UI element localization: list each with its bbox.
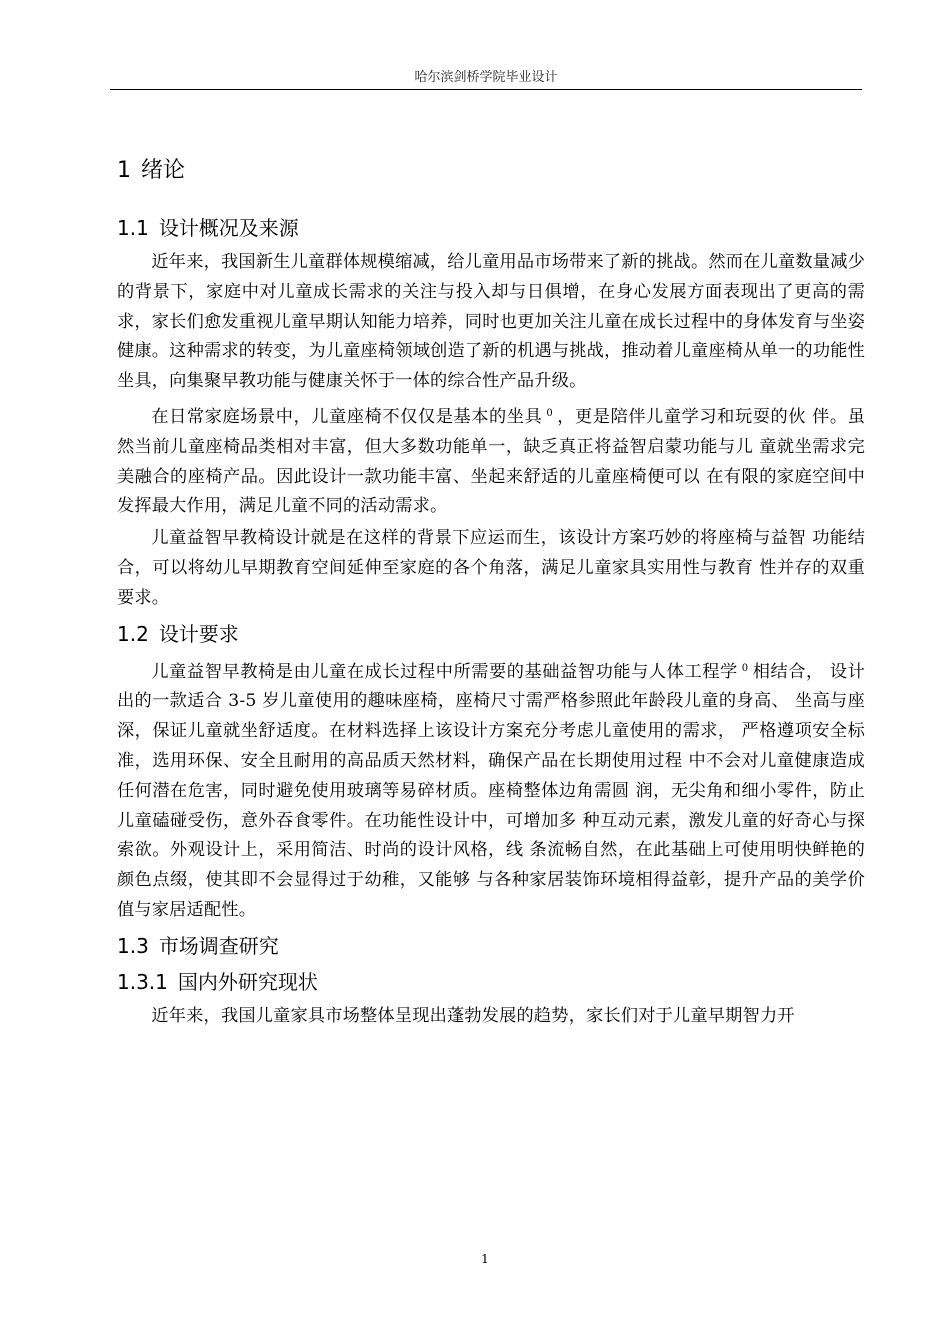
subsection-title: 国内外研究现状 <box>177 969 318 994</box>
subsection-number: 1.3.1 <box>117 969 168 994</box>
paragraph: 儿童益智早教椅设计就是在这样的背景下应运而生，该设计方案巧妙的将座椅与益智 功能结合，可以将幼儿早期教育空间延伸至家庭的各个角落，满足儿童家具实用性与教育 性并存的双重要求。 <box>117 528 865 608</box>
paragraph <box>117 654 865 926</box>
section-heading-1-1 <box>117 212 865 244</box>
section-number: 1.1 <box>117 216 149 240</box>
section-number: 1.2 <box>117 621 149 646</box>
section-heading-1-2 <box>117 618 865 650</box>
paragraph: 近年来，我国新生儿童群体规模缩减，给儿童用品市场带来了新的挑战。然而在儿童数量减少的背景下，家庭中对儿童成长需求的关注与投入却与日俱增，在身心发展方面表现出了更高的需求，家长们愈发重视儿童早期认知能力培养，同时也更加关注儿童在成长过程中的身体发育与坐姿健康。这种需求的转变，为儿童座椅领域创造了新的机遇与挑战，推动着儿童座椅从单一的功能性坐具，向集聚早教功能与健康关怀于一体的综合性产品升级。 <box>117 252 865 392</box>
page-header: 哈尔滨剑桥学院毕业设计 <box>414 70 558 85</box>
section-heading-1-3 <box>117 930 865 962</box>
section-number: 1.3 <box>117 933 149 958</box>
section-title: 设计要求 <box>158 621 239 646</box>
paragraph: 近年来，我国儿童家具市场整体呈现出蓬勃发展的趋势，家长们对于儿童早期智力开 <box>151 1005 795 1026</box>
citation-superscript: 0 <box>741 662 749 674</box>
paragraph-text: 儿童益智早教椅是由儿童在成长过程中所需要的基础益智功能与人体工程学 <box>151 661 738 682</box>
page-number: 1 <box>481 1252 489 1266</box>
paragraph <box>117 399 865 522</box>
chapter-number: 1 <box>117 158 131 183</box>
section-title: 设计概况及来源 <box>158 216 299 240</box>
paragraph-text: ，更是陪伴儿童学习和玩耍的伙 伴。虽然当前儿童座椅品类相对丰富，但大多数功能单一，缺乏真正将益智启蒙功能与儿 童就坐需求完美融合的座椅产品。因此设计一款功能丰富、坐起来舒适的儿童座椅便可以 在有限的家庭空间中发挥最大作用，满足儿童不同的活动需求。 <box>117 406 865 517</box>
header-divider <box>110 89 862 90</box>
subsection-heading-1-3-1 <box>117 966 865 998</box>
citation-superscript: 0 <box>546 407 553 419</box>
paragraph-text: 相结合， 设计出的一款适合 3-5 岁儿童使用的趣味座椅，座椅尺寸需严格参照此年龄段儿童的身高、 坐高与座深，保证儿童就坐舒适度。在材料选择上该设计方案充分考虑儿童使用的需求， 严格遵项安全标准，选用环保、安全且耐用的高品质天然材料，确保产品在长期使用过程 中不会对儿童健康造成任何潜在危害，同时避免使用玻璃等易碎材质。座椅整体边角需圆 润，无尖角和细小零件，防止儿童磕碰受伤，意外吞食零件。在功能性设计中，可增加多 种互动元素，激发儿童的好奇心与探索欲。外观设计上，采用简洁、时尚的设计风格，线 条流畅自然，在此基础上可使用明快鲜艳的颜色点缀，使其即不会显得过于幼稚，又能够 与各种家居装饰环境相得益彰，提升产品的美学价值与家居适配性。 <box>117 661 865 920</box>
paragraph-text: 在日常家庭场景中，儿童座椅不仅仅是基本的坐具 <box>151 406 543 427</box>
chapter-title: 绪论 <box>141 158 186 183</box>
document-body <box>117 146 865 1034</box>
chapter-heading <box>117 156 865 186</box>
section-title: 市场调查研究 <box>158 933 279 958</box>
